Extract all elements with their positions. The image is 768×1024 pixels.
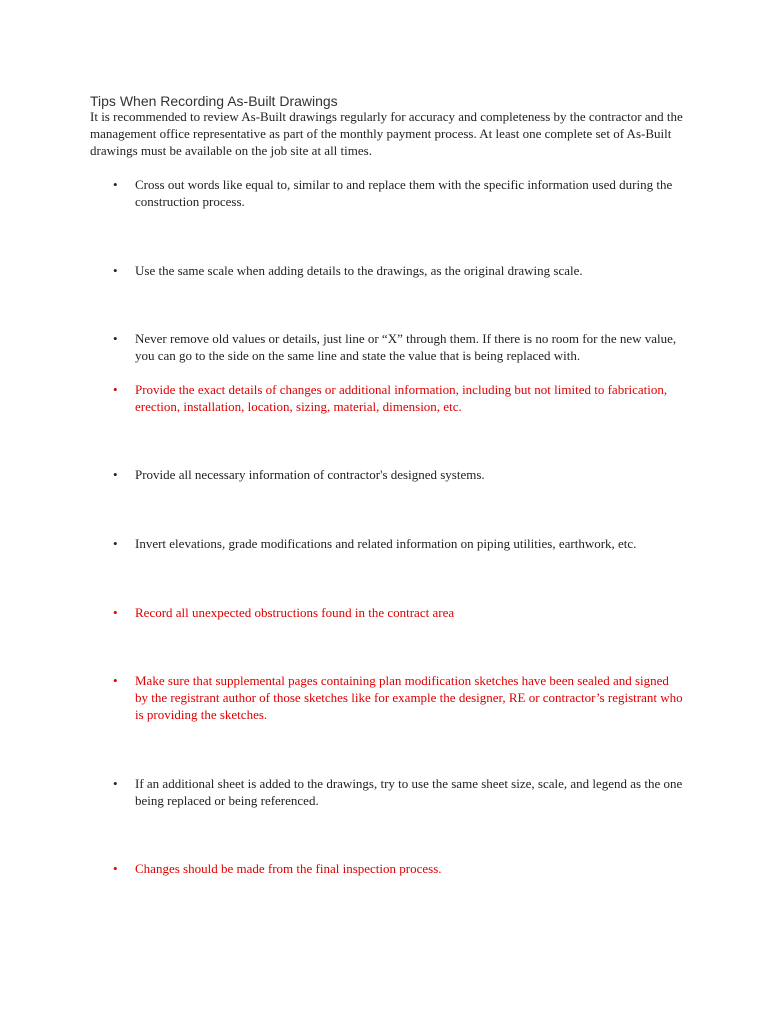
list-item-4: [113, 381, 683, 415]
intro-paragraph: It is recommended to review As-Built drawings regularly for accuracy and completeness by the contractor and the management office representative as part of the monthly payment process. At least one complete set of As-Built drawings must be available on the job site at all times.: [90, 109, 683, 158]
list-item-text: Provide all necessary information of contractor's designed systems.: [135, 467, 485, 482]
bullet-icon: •: [113, 861, 118, 876]
list-item-2: [113, 262, 683, 279]
list-item-10: [113, 860, 683, 877]
list-item-8: [113, 672, 683, 723]
list-item-7: [113, 604, 683, 621]
list-item-text: Record all unexpected obstructions found in the contract area: [135, 605, 455, 620]
list-item-1: [113, 176, 683, 210]
bullet-icon: •: [113, 605, 118, 620]
bullet-icon: •: [113, 177, 118, 192]
bullet-icon: •: [113, 263, 118, 278]
list-item-text: Never remove old values or details, just line or “X” through them. If there is no room for the new value, you can go to the side on the same line and state the value that is being replaced with.: [135, 331, 677, 363]
list-item-6: [113, 535, 683, 552]
list-item-text: Invert elevations, grade modifications and related information on piping utilities, earthwork, etc.: [135, 536, 637, 551]
bullet-icon: •: [113, 536, 118, 551]
list-item-text: Make sure that supplemental pages containing plan modification sketches have been sealed and signed by the registrant author of those sketches like for example the designer, RE or contractor’s registrant who is providing the sketches.: [135, 673, 683, 722]
list-item-9: [113, 775, 683, 809]
list-item-text: Provide the exact details of changes or additional information, including but not limited to fabrication, erection, installation, location, sizing, material, dimension, etc.: [135, 382, 668, 414]
list-item-text: Cross out words like equal to, similar to and replace them with the specific information used during the construction process.: [135, 177, 673, 209]
document-title: Tips When Recording As-Built Drawings: [90, 93, 338, 109]
bullet-icon: •: [113, 467, 118, 482]
list-item-5: [113, 466, 683, 483]
bullet-icon: •: [113, 673, 118, 688]
bullet-icon: •: [113, 776, 118, 791]
bullet-icon: •: [113, 382, 118, 397]
list-item-text: Use the same scale when adding details to the drawings, as the original drawing scale.: [135, 263, 583, 278]
list-item-3: [113, 330, 683, 364]
list-item-text: Changes should be made from the final inspection process.: [135, 861, 442, 876]
list-item-text: If an additional sheet is added to the drawings, try to use the same sheet size, scale, and legend as the one being replaced or being referenced.: [135, 776, 683, 808]
bullet-icon: •: [113, 331, 118, 346]
